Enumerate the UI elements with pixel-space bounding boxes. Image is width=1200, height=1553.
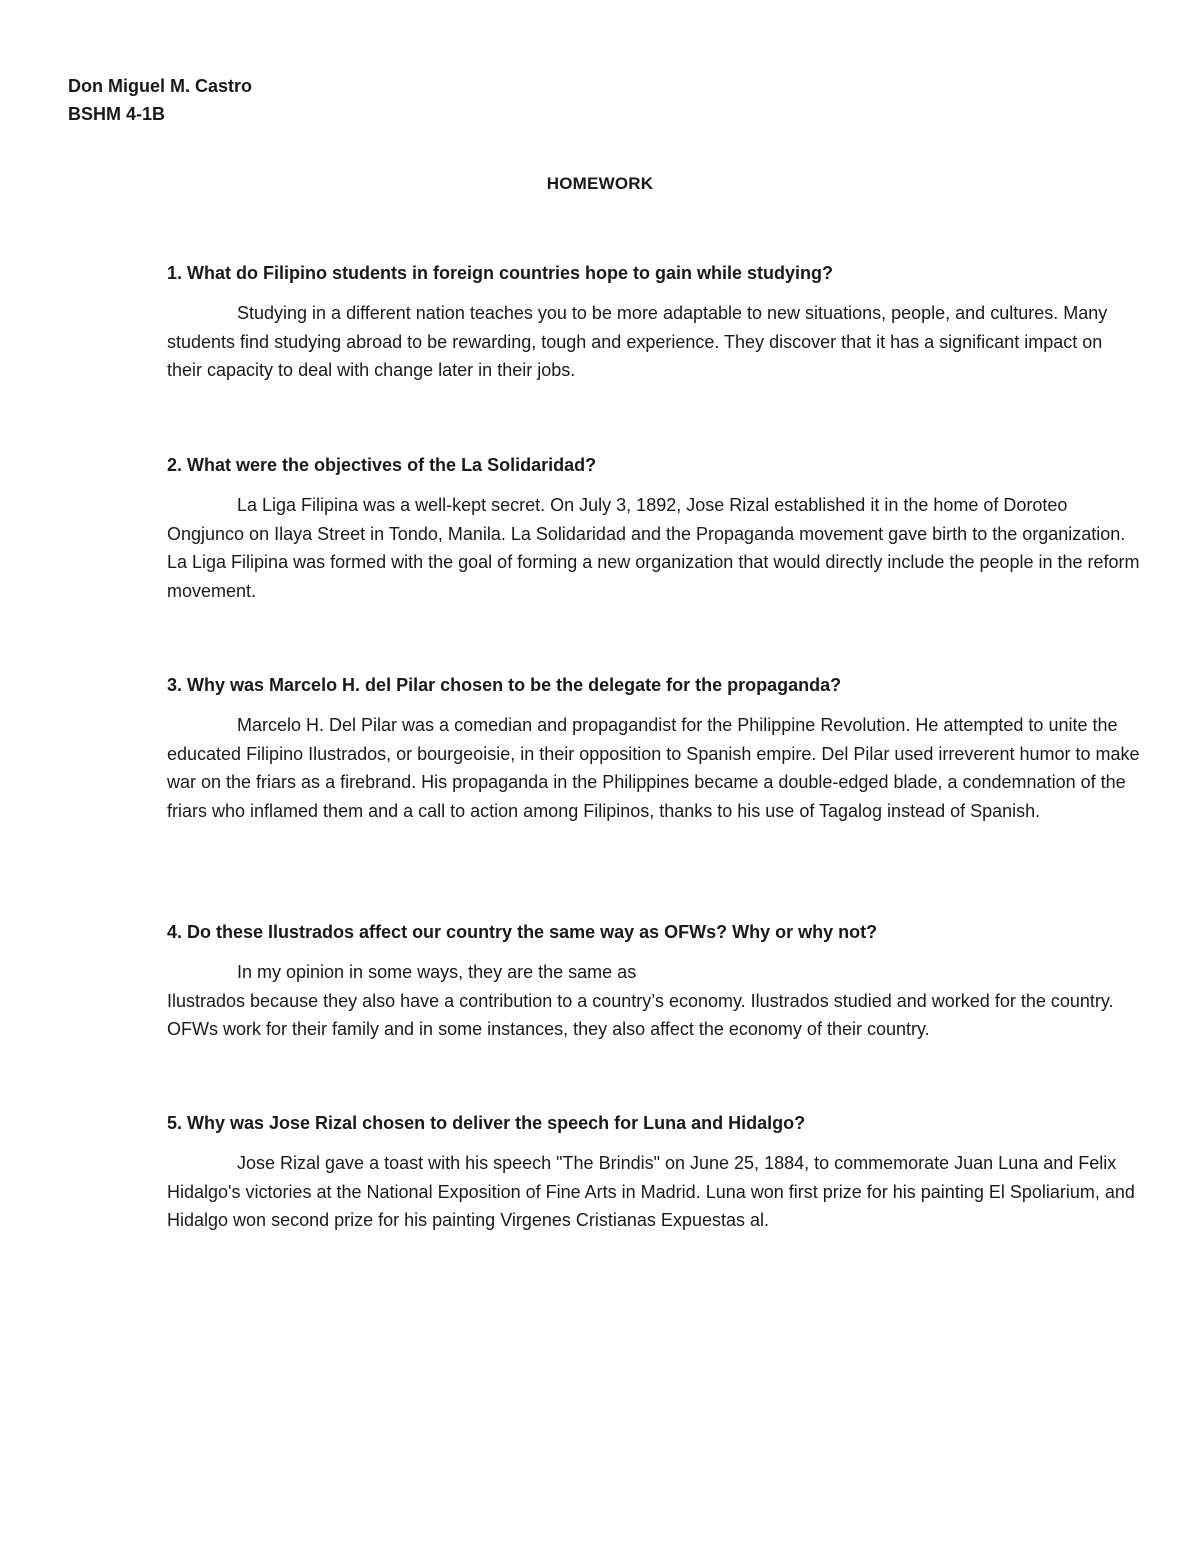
page-title: HOMEWORK bbox=[546, 174, 654, 193]
question-block-5 bbox=[167, 1109, 1142, 1235]
question-3: 3. Why was Marcelo H. del Pilar chosen to be the delegate for the propaganda? bbox=[167, 675, 842, 695]
question-2: 2. What were the objectives of the La Solidaridad? bbox=[167, 455, 597, 475]
question-1: 1. What do Filipino students in foreign countries hope to gain while studying? bbox=[167, 263, 833, 283]
question-block-1 bbox=[167, 259, 1142, 385]
question-4: 4. Do these Ilustrados affect our country the same way as OFWs? Why or why not? bbox=[167, 922, 878, 942]
question-block-3 bbox=[167, 671, 1142, 825]
answer-4-first-line: In my opinion in some ways, they are the same as bbox=[237, 962, 637, 982]
answer-2: La Liga Filipina was a well-kept secret. On July 3, 1892, Jose Rizal established it in the home of Doroteo Ongjunco on Ilaya Street in Tondo, Manila. La Solidaridad and the Propaganda movement gave birth to the organization. La Liga Filipina was formed with the goal of forming a new organization that would directly include the people in the reform movement. bbox=[167, 495, 1140, 601]
answer-4-rest: Ilustrados because they also have a contribution to a country’s economy. Ilustrados studied and worked for the country. OFWs work for their family and in some instances, they also affect the economy of their country. bbox=[167, 990, 1114, 1040]
answer-4 bbox=[167, 958, 1142, 1044]
student-header bbox=[68, 72, 252, 128]
question-block-2 bbox=[167, 451, 1142, 605]
question-block-4 bbox=[167, 918, 1142, 1044]
answer-5: Jose Rizal gave a toast with his speech "The Brindis" on June 25, 1884, to commemorate Juan Luna and Felix Hidalgo's victories at the National Exposition of Fine Arts in Madrid. Luna won first prize for his painting El Spoliarium, and Hidalgo won second prize for his painting Virgenes Cristianas Expuestas al. bbox=[167, 1153, 1135, 1231]
answer-1: Studying in a different nation teaches you to be more adaptable to new situations, people, and cultures. Many students find studying abroad to be rewarding, tough and experience. They discover that it has a significant impact on their capacity to deal with change later in their jobs. bbox=[167, 303, 1108, 381]
student-name: Don Miguel M. Castro bbox=[68, 76, 252, 96]
question-5: 5. Why was Jose Rizal chosen to deliver the speech for Luna and Hidalgo? bbox=[167, 1113, 806, 1133]
student-section: BSHM 4-1B bbox=[68, 104, 166, 124]
answer-3: Marcelo H. Del Pilar was a comedian and propagandist for the Philippine Revolution. He attempted to unite the educated Filipino Ilustrados, or bourgeoisie, in their opposition to Spanish empire. Del Pilar used irreverent humor to make war on the friars as a firebrand. His propaganda in the Philippines became a double-edged blade, a condemnation of the friars who inflamed them and a call to action among Filipinos, thanks to his use of Tagalog instead of Spanish. bbox=[167, 715, 1140, 821]
